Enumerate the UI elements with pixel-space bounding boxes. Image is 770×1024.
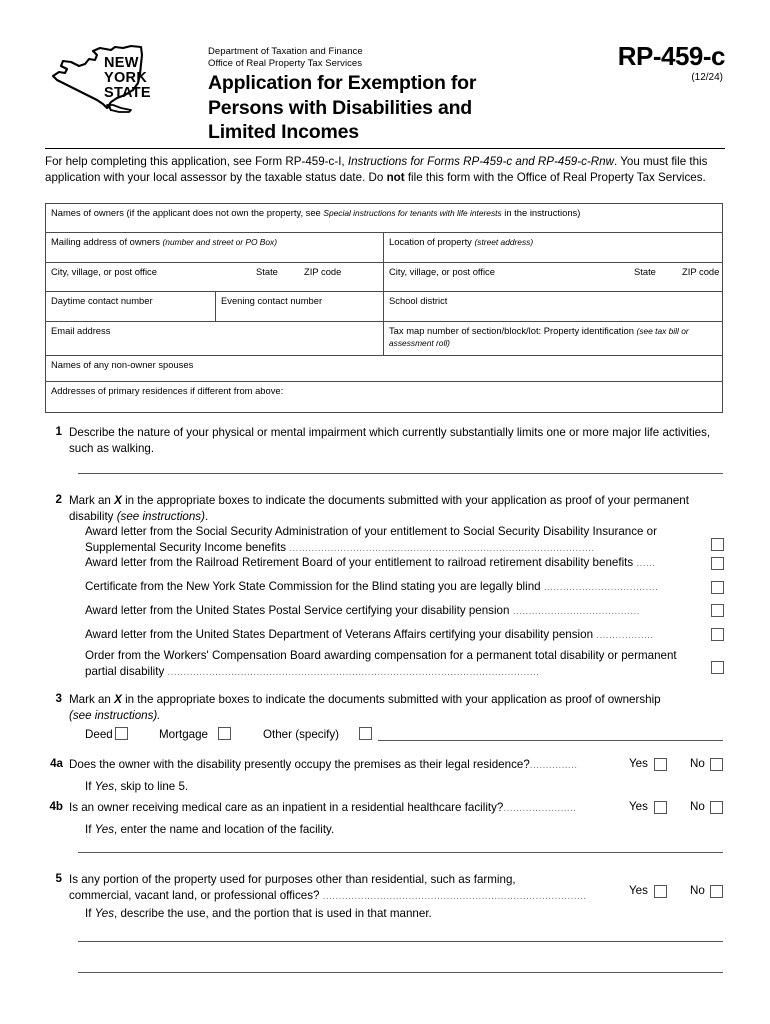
- question-5-followup-pre: If: [85, 907, 95, 920]
- field-property-zip-label: ZIP code: [682, 266, 720, 277]
- field-mailing-address-label: Mailing address of owners: [51, 236, 163, 247]
- question-3-checkbox-mortgage[interactable]: [218, 727, 231, 740]
- question-2-option-veterans: [85, 627, 700, 644]
- question-3-number: 3: [55, 692, 62, 705]
- department-name: Department of Taxation and Finance: [208, 46, 363, 57]
- question-2-option-blind: [85, 579, 700, 596]
- question-2-mark-x: X: [114, 494, 122, 507]
- field-mailing-zip-label: ZIP code: [304, 266, 342, 277]
- field-primary-residences-label: Addresses of primary residences if different from above:: [51, 385, 284, 396]
- svg-text:STATE: STATE: [104, 85, 151, 101]
- table-row-primary-residences: [46, 382, 722, 412]
- question-2-checkbox-veterans[interactable]: [711, 628, 724, 641]
- field-mailing-address-hint: (number and street or PO Box): [162, 237, 278, 247]
- form-number: RP-459-c: [617, 41, 725, 71]
- field-names-of-owners[interactable]: [46, 204, 722, 232]
- question-5-checkbox-no[interactable]: [710, 885, 723, 898]
- field-location-of-property-label: Location of property: [389, 236, 475, 247]
- field-evening-contact-number[interactable]: [216, 292, 384, 321]
- dot-leader-icon: ....................................: [543, 582, 659, 593]
- field-tax-map-number-label: Tax map number of section/block/lot: Property identification: [389, 325, 637, 336]
- intro-italic-1: Instructions for Forms RP-459-c and RP-459-c-Rnw: [347, 155, 614, 168]
- question-2-option-railroad: [85, 555, 700, 572]
- question-2-text-pre: Mark an: [69, 494, 115, 507]
- form-header: [45, 38, 725, 143]
- intro-bold-not: not: [386, 170, 405, 184]
- question-4b-no-label: No: [690, 800, 705, 813]
- question-3-options-row: [85, 727, 113, 743]
- question-3-see-instructions: (see instructions).: [69, 708, 161, 722]
- question-5-answer-line-2[interactable]: [78, 972, 723, 973]
- page-title-line-1: Application for Exemption for: [208, 72, 477, 94]
- question-4b-checkbox-no[interactable]: [710, 801, 723, 814]
- header-divider: [45, 148, 725, 149]
- intro-part-2: . You must file this application with your local assessor by the taxable status date. Do: [45, 155, 708, 184]
- question-2-option-workers-comp: [85, 648, 700, 680]
- question-4a-checkbox-yes[interactable]: [654, 758, 667, 771]
- question-5-checkbox-yes[interactable]: [654, 885, 667, 898]
- question-5-followup-post: , describe the use, and the portion that is used in that manner.: [114, 907, 432, 920]
- field-school-district[interactable]: [384, 292, 722, 321]
- field-primary-residences[interactable]: [46, 382, 722, 412]
- field-mailing-city-state-zip[interactable]: [46, 263, 384, 291]
- question-4a-label: Does the owner with the disability presently occupy the premises as their legal residence?: [69, 758, 530, 771]
- office-name: Office of Real Property Tax Services: [208, 58, 363, 69]
- question-4b-followup-pre: If: [85, 823, 95, 836]
- question-5-followup-italic: Yes: [94, 907, 115, 920]
- dot-leader-icon: ........................................: [512, 606, 640, 617]
- table-row-email-taxmap: [46, 322, 722, 356]
- table-row-addresses: [46, 233, 722, 263]
- question-2-text: [69, 493, 714, 524]
- question-2-checkbox-ssa[interactable]: [711, 538, 724, 551]
- question-2-checkbox-workers-comp[interactable]: [711, 661, 724, 674]
- question-3-text-post: in the appropriate boxes to indicate the documents submitted with your application as proof of ownership: [121, 693, 661, 706]
- question-3-text-pre: Mark an: [69, 693, 115, 706]
- question-2-checkbox-blind[interactable]: [711, 581, 724, 594]
- question-2-option-blind-label: Certificate from the New York State Commission for the Blind stating you are legally blind: [85, 580, 541, 593]
- question-4b-label: Is an owner receiving medical care as an inpatient in a residential healthcare facility?: [69, 801, 504, 814]
- field-tax-map-number-hint: (see tax bill or assessment roll): [389, 326, 689, 348]
- page-title-line-3: Limited Incomes: [208, 121, 359, 143]
- question-3-text: [69, 692, 724, 723]
- field-non-owner-spouses[interactable]: [46, 356, 722, 381]
- field-property-city-label: City, village, or post office: [389, 266, 495, 277]
- field-non-owner-spouses-label: Names of any non-owner spouses: [51, 359, 194, 370]
- question-4b-answer-line[interactable]: [78, 852, 723, 853]
- question-3-checkbox-deed[interactable]: [115, 727, 128, 740]
- question-4a-text: [69, 757, 629, 774]
- owner-information-table: [45, 203, 723, 413]
- question-5-text: [69, 872, 629, 904]
- dot-leader-icon: ................................................................................................: [289, 542, 595, 554]
- field-property-state-label: State: [634, 266, 656, 277]
- question-4a-yes-label: Yes: [629, 757, 648, 770]
- field-mailing-state-label: State: [256, 266, 278, 277]
- form-number-block: [618, 42, 725, 84]
- dot-leader-icon: ......: [636, 558, 656, 569]
- question-3-other-option: [263, 727, 339, 743]
- question-2-option-usps-label: Award letter from the United States Postal Service certifying your disability pension: [85, 604, 510, 617]
- field-mailing-city-label: City, village, or post office: [51, 266, 157, 277]
- question-4b-yes-label: Yes: [629, 800, 648, 813]
- table-row-names-of-owners: [46, 204, 722, 233]
- question-1-number: 1: [55, 425, 62, 438]
- page-title: [208, 71, 476, 145]
- question-4b-followup-post: , enter the name and location of the facility.: [114, 823, 335, 836]
- question-2-text-post: in the appropriate boxes to indicate the documents submitted with your application as proof of your permanent disability: [69, 494, 689, 523]
- dot-leader-icon: .....................................................................................................................: [167, 666, 540, 678]
- question-3-other-specify-line[interactable]: [378, 740, 723, 741]
- question-5-number: 5: [55, 872, 62, 885]
- table-row-city-state-zip: [46, 263, 722, 292]
- question-2-option-usps: [85, 603, 700, 620]
- question-3-mortgage-option: [159, 727, 208, 743]
- question-3-mark-x: X: [114, 693, 122, 706]
- question-2-option-ssa-label: Award letter from the Social Security Administration of your entitlement to Social Security Disability Insurance or Supplemental Security Income benefits: [85, 525, 657, 554]
- field-daytime-contact-number[interactable]: [46, 292, 216, 321]
- question-5-no-label: No: [690, 884, 705, 897]
- question-4b-text: [69, 800, 629, 817]
- question-1-answer-line[interactable]: [78, 473, 723, 474]
- question-2-checkbox-usps[interactable]: [711, 604, 724, 617]
- question-4a-no-label: No: [690, 757, 705, 770]
- question-4a-followup-pre: If: [85, 780, 95, 793]
- question-2-option-veterans-label: Award letter from the United States Department of Veterans Affairs certifying your disability pension: [85, 628, 594, 641]
- field-mailing-address[interactable]: [46, 233, 384, 262]
- question-4b-followup-italic: Yes: [94, 823, 115, 836]
- table-row-contacts: [46, 292, 722, 322]
- page-title-line-2: Persons with Disabilities and: [208, 96, 473, 119]
- question-2-checkbox-railroad[interactable]: [711, 557, 724, 570]
- question-2-number: 2: [55, 493, 62, 506]
- department-lines: [208, 46, 363, 70]
- dot-leader-icon: .......................: [503, 803, 577, 814]
- question-2-see-instructions: (see instructions): [116, 509, 205, 523]
- question-4a-checkbox-no[interactable]: [710, 758, 723, 771]
- question-2-option-ssa: [85, 524, 700, 556]
- field-email-address-label: Email address: [51, 325, 111, 336]
- question-5-yes-label: Yes: [629, 884, 648, 897]
- intro-part-1: For help completing this application, see Form RP-459-c-I,: [45, 155, 348, 168]
- question-5-label-line-2: commercial, vacant land, or professional offices?: [69, 888, 320, 902]
- field-property-city-state-zip[interactable]: [384, 263, 722, 291]
- question-3-deed-label: Deed: [85, 728, 113, 741]
- question-4a-followup: [85, 779, 188, 795]
- question-5-answer-line-1[interactable]: [78, 941, 723, 942]
- question-2-text-end: .: [204, 509, 209, 523]
- field-location-of-property[interactable]: [384, 233, 722, 262]
- question-5-followup: [85, 906, 432, 922]
- question-5-label-line-1: Is any portion of the property used for purposes other than residential, such as farming,: [69, 873, 516, 886]
- question-3-checkbox-other[interactable]: [359, 727, 372, 740]
- svg-text:YORK: YORK: [104, 70, 148, 86]
- intro-paragraph: [45, 154, 730, 185]
- question-3-other-label: Other (specify): [263, 728, 340, 741]
- question-4b-followup: [85, 822, 334, 838]
- intro-part-3: file this form with the Office of Real Property Tax Services.: [404, 170, 706, 184]
- question-2-option-workers-comp-label: Order from the Workers' Compensation Board awarding compensation for a permanent total disability or permanent partial disability: [85, 649, 677, 678]
- dot-leader-icon: ...............: [529, 760, 578, 771]
- field-daytime-contact-label: Daytime contact number: [51, 295, 153, 306]
- dot-leader-icon: ...................................................................................: [319, 890, 587, 902]
- dot-leader-icon: ..................: [596, 630, 654, 641]
- svg-text:NEW: NEW: [104, 55, 139, 71]
- question-4a-followup-post: , skip to line 5.: [114, 780, 189, 793]
- question-4a-number: 4a: [50, 757, 63, 770]
- field-location-of-property-hint: (street address): [474, 237, 534, 247]
- field-names-of-owners-label-pre: Names of owners (if the applicant does not own the property, see: [51, 207, 324, 218]
- field-evening-contact-label: Evening contact number: [221, 295, 323, 306]
- form-revision-date: (12/24): [691, 72, 723, 83]
- question-4b-number: 4b: [49, 800, 63, 813]
- field-names-of-owners-label-italic: Special instructions for tenants with life interests: [323, 208, 502, 218]
- question-4a-followup-italic: Yes: [94, 780, 115, 793]
- field-school-district-label: School district: [389, 295, 448, 306]
- field-names-of-owners-label-post: in the instructions): [501, 207, 581, 218]
- table-row-non-owner-spouses: [46, 356, 722, 382]
- question-2-option-railroad-label: Award letter from the Railroad Retirement Board of your entitlement to railroad retirement disability benefits: [85, 556, 634, 569]
- new-york-state-logo-icon: [45, 42, 195, 118]
- field-email-address[interactable]: [46, 322, 384, 355]
- question-4b-checkbox-yes[interactable]: [654, 801, 667, 814]
- question-1-text: Describe the nature of your physical or mental impairment which currently substantially limits one or more major life activities, such as walking.: [69, 426, 711, 455]
- question-3-mortgage-label: Mortgage: [159, 728, 208, 741]
- field-tax-map-number[interactable]: [384, 322, 722, 355]
